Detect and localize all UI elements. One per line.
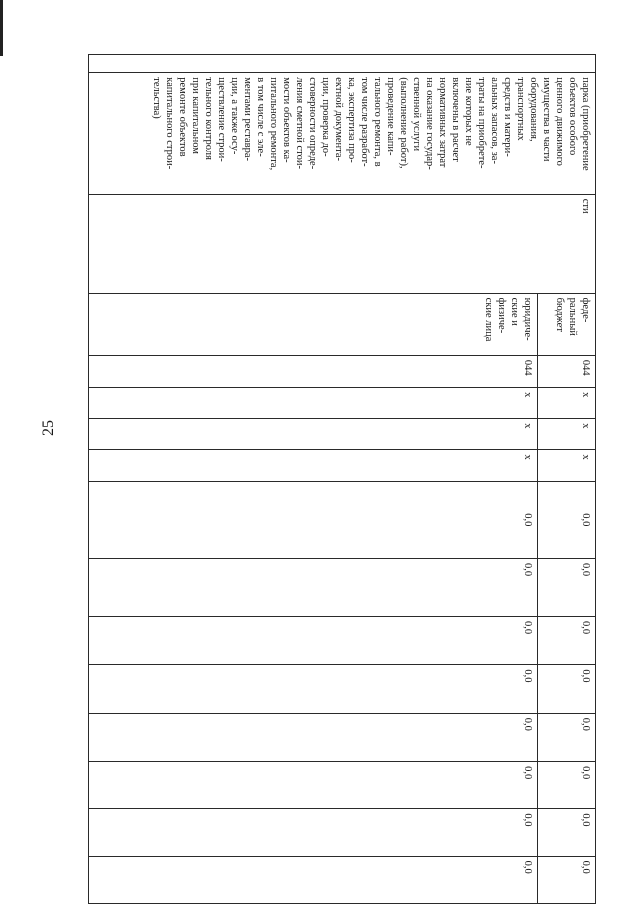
cell-year-value: 0,0 [89,665,538,713]
rotated-table-container [88,54,596,904]
cell-code: x [538,419,596,450]
cell-grbs-code: 044 [538,355,596,387]
cell-code: x [538,450,596,481]
table-row-federal [538,55,596,904]
cell-year-value: 0,0 [538,665,596,713]
cell-year-value: 0,0 [89,762,538,809]
cell-total: 0,0 [89,481,538,558]
cell-code: x [89,450,538,481]
cell-funding-source: феде- ральный бюджет [538,293,596,355]
scan-edge-mark [0,0,3,56]
cell-year-value: 0,0 [538,856,596,903]
cell-empty-lead [89,55,596,73]
budget-table [88,54,596,904]
cell-year-value: 0,0 [538,762,596,809]
cell-year-value: 0,0 [89,713,538,761]
cell-year-value: 0,0 [89,809,538,856]
cell-measure-description: парка (приобретение объектов особого ценного движимого имущества в части оборудования, транспортных средств и матери- альных запасов, за- траты на приобрете- ние которых не включены в расчет нормативных затрат на оказание государ- ственной услуги (выполнение работ), проведение капи- тального ремонта, в том числе разработ- ка, экспертиза про- ектной документа- ции, проверка до- стоверности опреде- ления сметной стои- мости объектов ка- питального ремонта, в том числе с эле- ментами реставра- ции, а также осу- ществление строи- тельного контроля при капитальном ремонте объектов капитального строи- тельства) [89,73,596,194]
cell-code: x [538,388,596,419]
cell-year-value: 0,0 [538,617,596,665]
page-number: 25 [40,420,57,436]
cell-grbs-code: 044 [89,355,538,387]
cell-executor: сти [89,194,596,293]
cell-year-value: 0,0 [89,856,538,903]
cell-year-value: 0,0 [538,558,596,616]
cell-year-value: 0,0 [89,558,538,616]
cell-funding-source: юридиче- ские и физиче- ские лица [89,293,538,355]
cell-year-value: 0,0 [89,617,538,665]
cell-year-value: 0,0 [538,713,596,761]
cell-year-value: 0,0 [538,809,596,856]
cell-code: x [89,388,538,419]
cell-code: x [89,419,538,450]
cell-total: 0,0 [538,481,596,558]
